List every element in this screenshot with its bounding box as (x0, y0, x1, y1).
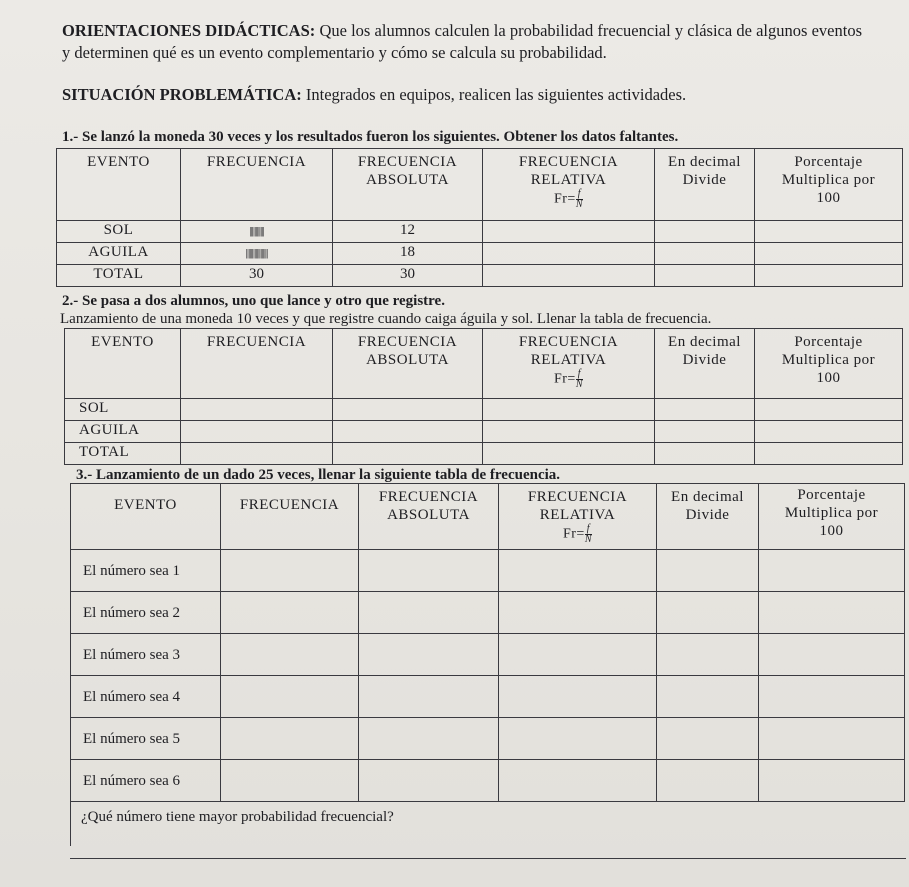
table-row (71, 634, 905, 676)
answer-line (70, 858, 906, 859)
blank-cell[interactable] (759, 676, 905, 718)
situacion-label: SITUACIÓN PROBLEMÁTICA: (62, 85, 302, 104)
table-row (65, 399, 903, 421)
row-evento: SOL (57, 221, 181, 243)
table-row (71, 592, 905, 634)
blank-cell[interactable] (759, 550, 905, 592)
blank-cell[interactable] (655, 443, 755, 465)
table-header-row (57, 149, 903, 221)
blank-cell[interactable] (221, 676, 359, 718)
blank-cell[interactable] (483, 221, 655, 243)
header-evento: EVENTO (65, 329, 181, 399)
row-evento: TOTAL (65, 443, 181, 465)
blank-cell[interactable] (483, 243, 655, 265)
blank-cell[interactable] (657, 760, 759, 802)
table-header-row (71, 484, 905, 550)
table-row (71, 760, 905, 802)
orientaciones-paragraph (62, 20, 862, 64)
question-row (71, 802, 905, 846)
table-row (71, 718, 905, 760)
blank-cell[interactable] (657, 550, 759, 592)
relative-frequency-formula: Fr= $\frac{f}{N}$ (562, 523, 592, 545)
header-porcentaje: Porcentaje Multiplica por 100 (759, 484, 905, 550)
blank-cell[interactable] (483, 443, 655, 465)
header-evento: EVENTO (57, 149, 181, 221)
blank-cell[interactable] (755, 265, 903, 287)
row-evento: El número sea 2 (71, 592, 221, 634)
header-frec-relativa: FRECUENCIA RELATIVA Fr= $\frac{f}{N}$ (483, 329, 655, 399)
activity2-table (64, 328, 903, 465)
blank-cell[interactable] (657, 718, 759, 760)
activity3-question: ¿Qué número tiene mayor probabilidad frecuencial? (81, 809, 394, 825)
header-frec-relativa: FRECUENCIA RELATIVA Fr= $\frac{f}{N}$ (499, 484, 657, 550)
activity2-heading: 2.- Se pasa a dos alumnos, uno que lance y otro que registre. (62, 293, 445, 309)
situacion-text: Integrados en equipos, realicen las siguientes actividades. (305, 85, 687, 104)
table-row (71, 676, 905, 718)
blank-cell[interactable] (499, 676, 657, 718)
blank-cell[interactable] (657, 592, 759, 634)
blank-cell[interactable] (755, 443, 903, 465)
table-row (71, 550, 905, 592)
orientaciones-text: Que los alumnos calculen la probabilidad frecuencial y clásica de algunos eventos y determinen qué es un evento complementario y cómo se calcula su probabilidad. (62, 21, 863, 62)
blank-cell[interactable] (759, 592, 905, 634)
row-absoluta: 18 (333, 243, 483, 265)
header-porcentaje: Porcentaje Multiplica por 100 (755, 329, 903, 399)
blank-cell[interactable] (221, 550, 359, 592)
blank-cell[interactable] (221, 718, 359, 760)
blank-cell[interactable] (655, 243, 755, 265)
header-frecuencia: FRECUENCIA (181, 329, 333, 399)
activity3-heading: 3.- Lanzamiento de un dado 25 veces, llenar la siguiente tabla de frecuencia. (76, 467, 561, 483)
blank-cell[interactable] (181, 443, 333, 465)
header-decimal: En decimal Divide (657, 484, 759, 550)
activity3-table (70, 483, 905, 846)
blank-cell[interactable] (483, 265, 655, 287)
blank-cell[interactable] (499, 550, 657, 592)
blank-cell[interactable] (499, 760, 657, 802)
blank-cell[interactable] (655, 265, 755, 287)
header-frec-absoluta: FRECUENCIA ABSOLUTA (359, 484, 499, 550)
header-frecuencia: FRECUENCIA (221, 484, 359, 550)
blank-cell[interactable] (499, 634, 657, 676)
header-frec-absoluta: FRECUENCIA ABSOLUTA (333, 329, 483, 399)
blank-cell[interactable] (359, 676, 499, 718)
blank-cell[interactable] (655, 399, 755, 421)
header-decimal: En decimal Divide (655, 329, 755, 399)
blank-cell[interactable] (655, 421, 755, 443)
row-absoluta: 30 (333, 265, 483, 287)
blank-cell[interactable] (755, 421, 903, 443)
row-frecuencia: 30 (181, 265, 333, 287)
header-frec-relativa: FRECUENCIA RELATIVA Fr= $\frac{f}{N}$ (483, 149, 655, 221)
blank-cell[interactable] (221, 592, 359, 634)
row-evento: El número sea 5 (71, 718, 221, 760)
blank-cell[interactable] (359, 718, 499, 760)
activity1-table (56, 148, 903, 287)
blank-cell[interactable] (657, 634, 759, 676)
blank-cell[interactable] (359, 592, 499, 634)
table-row (57, 221, 903, 243)
table-header-row (65, 329, 903, 399)
blank-cell[interactable] (483, 421, 655, 443)
blank-cell[interactable] (483, 399, 655, 421)
blank-cell[interactable] (333, 421, 483, 443)
relative-frequency-formula: Fr= $\frac{f}{N}$ (553, 368, 583, 390)
activity2-instruction: Lanzamiento de una moneda 10 veces y que registre cuando caiga águila y sol. Llenar la tabla de frecuencia. (60, 311, 712, 327)
blank-cell[interactable] (359, 760, 499, 802)
row-tally: |||||||||||||||||| (181, 243, 333, 265)
header-frec-absoluta: FRECUENCIA ABSOLUTA (333, 149, 483, 221)
orientaciones-label: ORIENTACIONES DIDÁCTICAS: (62, 21, 316, 40)
row-evento: TOTAL (57, 265, 181, 287)
row-evento: El número sea 4 (71, 676, 221, 718)
blank-cell[interactable] (657, 676, 759, 718)
blank-cell[interactable] (499, 718, 657, 760)
blank-cell[interactable] (759, 634, 905, 676)
relative-frequency-formula: Fr= $\frac{f}{N}$ (553, 188, 583, 210)
row-evento: El número sea 3 (71, 634, 221, 676)
header-decimal: En decimal Divide (655, 149, 755, 221)
row-evento: El número sea 1 (71, 550, 221, 592)
table-row (65, 421, 903, 443)
blank-cell[interactable] (221, 634, 359, 676)
blank-cell[interactable] (181, 399, 333, 421)
row-evento: SOL (65, 399, 181, 421)
row-evento: El número sea 6 (71, 760, 221, 802)
table-row (57, 243, 903, 265)
row-absoluta: 12 (333, 221, 483, 243)
row-tally: |||||||||||| (181, 221, 333, 243)
table-row (65, 443, 903, 465)
blank-cell[interactable] (755, 221, 903, 243)
table-row (57, 265, 903, 287)
blank-cell[interactable] (333, 399, 483, 421)
header-frecuencia: FRECUENCIA (181, 149, 333, 221)
activity1-heading: 1.- Se lanzó la moneda 30 veces y los resultados fueron los siguientes. Obtener los datos faltantes. (62, 129, 679, 145)
blank-cell[interactable] (181, 421, 333, 443)
header-evento: EVENTO (71, 484, 221, 550)
situacion-paragraph (62, 84, 882, 106)
blank-cell[interactable] (359, 550, 499, 592)
blank-cell[interactable] (655, 221, 755, 243)
row-evento: AGUILA (57, 243, 181, 265)
blank-cell[interactable] (759, 760, 905, 802)
row-evento: AGUILA (65, 421, 181, 443)
question-cell[interactable] (71, 802, 905, 846)
blank-cell[interactable] (333, 443, 483, 465)
blank-cell[interactable] (359, 634, 499, 676)
header-porcentaje: Porcentaje Multiplica por 100 (755, 149, 903, 221)
blank-cell[interactable] (759, 718, 905, 760)
blank-cell[interactable] (755, 243, 903, 265)
blank-cell[interactable] (499, 592, 657, 634)
blank-cell[interactable] (755, 399, 903, 421)
blank-cell[interactable] (221, 760, 359, 802)
